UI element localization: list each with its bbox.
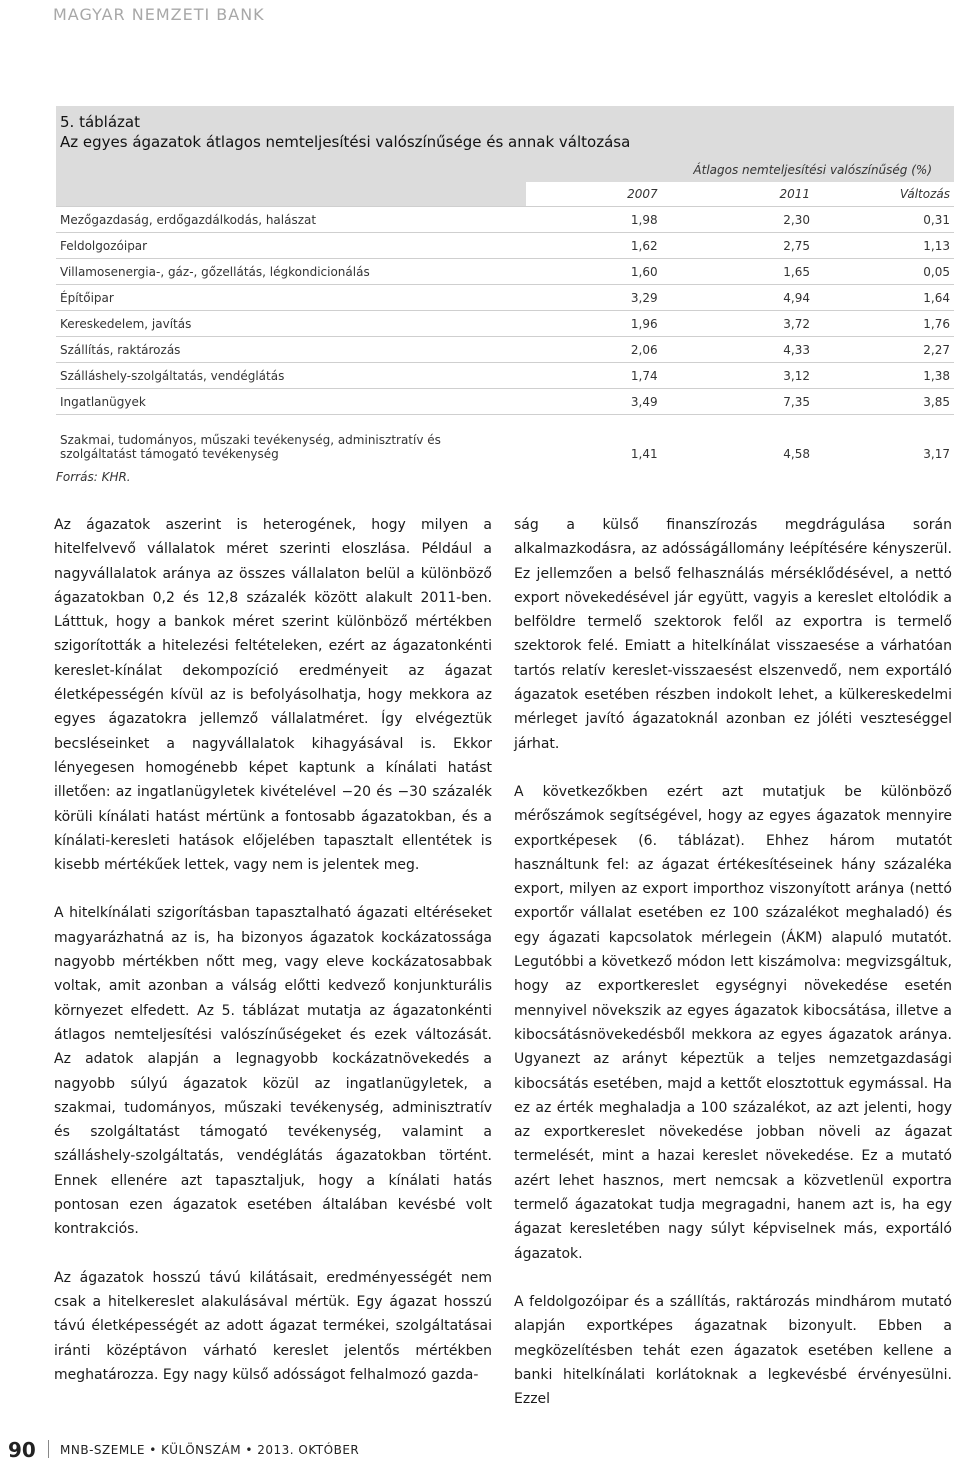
column-header-2011: 2011	[779, 187, 811, 201]
footer-divider	[48, 1440, 49, 1458]
paragraph: A feldolgozóipar és a szállítás, raktározás mindhárom mutató alapján exportképes ágazatnak bizonyult. Ebben a megközelítésben tehát ezen ágazatok esetében kellene a banki hitelkínálati korlátoknak a legkevésbé érvényesülni. Ezzel	[514, 1293, 952, 1408]
table-row	[56, 233, 954, 259]
value-2011: 4,58	[662, 415, 814, 466]
value-2007: 3,29	[526, 285, 661, 311]
sector-cell: Mezőgazdaság, erdőgazdálkodás, halászat	[56, 207, 526, 233]
value-2007: 1,62	[526, 233, 661, 259]
table-title: Az egyes ágazatok átlagos nemteljesítési valószínűsége és annak változása	[60, 133, 631, 151]
value-change: 1,76	[814, 311, 954, 337]
data-table	[56, 158, 954, 465]
sector-cell: Szállítás, raktározás	[56, 337, 526, 363]
group-header: Átlagos nemteljesítési valószínűség (%)	[526, 158, 954, 182]
value-change: 3,17	[814, 415, 954, 466]
value-2011: 4,33	[662, 337, 814, 363]
value-2007: 3,49	[526, 389, 661, 415]
sector-cell: Kereskedelem, javítás	[56, 311, 526, 337]
value-2007: 1,74	[526, 363, 661, 389]
value-change: 0,31	[814, 207, 954, 233]
sector-cell-line: szolgáltatást támogató tevékenység	[60, 447, 279, 461]
column-header-2007: 2007	[627, 187, 658, 201]
value-change: 2,27	[814, 337, 954, 363]
sector-cell: Ingatlanügyek	[56, 389, 526, 415]
running-header: MAGYAR NEMZETI BANK	[53, 5, 265, 24]
value-change: 1,38	[814, 363, 954, 389]
value-2011: 4,94	[662, 285, 814, 311]
value-change: 1,13	[814, 233, 954, 259]
table-source: Forrás: KHR.	[56, 470, 131, 484]
body-column-left	[54, 513, 492, 1411]
value-2011: 2,75	[662, 233, 814, 259]
sector-cell-line: Szakmai, tudományos, műszaki tevékenység, adminisztratív és	[60, 433, 441, 447]
value-2007: 1,98	[526, 207, 661, 233]
paragraph: A hitelkínálati szigorításban tapasztalható ágazati eltéréseket magyarázhatná az is, ha bizonyos ágazatok kockázatossága nagyobb mértékben nőtt meg, vagy eleve kockázatosabbak voltak, amit azonban a válság előtti kedvező konjunkturális környezet elfedett. Az 5. táblázat mutatja az ágazatonkénti átlagos nemteljesítési valószínűségeket és ezek változását. Az adatok alapján a legnagyobb kockázatnövekedés a nagyobb súlyú ágazatok közül az ingatlanügyletek, a szakmai, tudományos, műszaki tevékenység, adminisztratív és szolgáltatást támogató tevékenység, valamint a szálláshely-szolgáltatás, vendéglátás ágazatokban történt. Ennek ellenére azt tapasztaljuk, hogy a kínálati hatás pontosan ezen ágazatok esetében általában kevésbé volt kontrakciós.	[54, 905, 492, 1238]
table-row	[56, 337, 954, 363]
value-2007: 1,96	[526, 311, 661, 337]
paragraph: ság a külső finanszírozás megdrágulása során alkalmazkodásra, az adósságállomány leépítésére kényszerül. Ez jellemzően a belső felhasználás mérséklődésével, a nettó export növekedésével jár együtt, vagyis a kereslet eltolódik a belföldre termelő szektorok felől az exportra is termelő szektorok felé. Emiatt a hitelkínálat visszaesése a várhatóan tartós relatív kereslet-visszaesést elszenvedő, nem exportáló ágazatok esetében részben indokolt lehet, a külkereskedelmi mérleget javító ágazatoknál azonban ez jóléti veszteséggel járhat.	[514, 517, 952, 752]
table-row	[56, 259, 954, 285]
column-header-change: Változás	[899, 187, 950, 201]
table-row	[56, 207, 954, 233]
table-row	[56, 415, 954, 466]
page-footer	[8, 1438, 508, 1462]
body-column-right	[514, 513, 952, 1435]
value-2007: 2,06	[526, 337, 661, 363]
paragraph: Az ágazatok aszerint is heterogének, hogy milyen a hitelfelvevő vállalatok méret szerinti eloszlása. Például a nagyvállalatok aránya az összes vállalaton belül a különböző ágazatokban 0,2 és 12,8 százalék között alakult 2011-ben. Látttuk, hogy a bankok méret szerint különböző mértékben szigorították a hitelezési feltételeken, ezért az ágazatonkénti kereslet-kínálat dekompozíció eredményeit az ágazat életképességén kívül az is befolyásolhatja, hogy mekkora az egyes ágazatokra jellemző vállalatméret. Így elvégeztük becsléseinket a nagyvállalatok kihagyásával is. Ekkor lényegesen homogénebb képet kaptunk a kínálati hatást illetően: az ingatlanügyletek kivételével −20 és −30 százalék körüli kínálati hatást mértünk a fontosabb ágazatokban, és a kínálati-keresleti hatások előjelében tapasztalt ellentétek is kisebb mértékűek lettek, vagy nem is jelentek meg.	[54, 517, 492, 874]
sector-cell: Villamosenergia-, gáz-, gőzellátás, légkondicionálás	[56, 259, 526, 285]
value-2011: 2,30	[662, 207, 814, 233]
table-caption	[56, 106, 954, 158]
sector-cell: Építőipar	[56, 285, 526, 311]
table-row	[56, 285, 954, 311]
value-change: 3,85	[814, 389, 954, 415]
table-column-header-row	[56, 182, 954, 207]
table-row	[56, 389, 954, 415]
value-2011: 3,72	[662, 311, 814, 337]
publication-info: MNB-SZEMLE • KÜLÖNSZÁM • 2013. OKTÓBER	[60, 1443, 360, 1457]
sector-cell: Szálláshely-szolgáltatás, vendéglátás	[56, 363, 526, 389]
paragraph: Az ágazatok hosszú távú kilátásait, eredményességét nem csak a hitelkereslet alakulásával mértük. Egy ágazat hosszú távú életképességét az adott ágazat termékei, szolgáltatásai iránti középtávon várható kereslet jelentős mértékben meghatározza. Egy nagy külső adósságot felhalmozó gazda-	[54, 1269, 492, 1383]
value-change: 1,64	[814, 285, 954, 311]
value-2007: 1,60	[526, 259, 661, 285]
sector-cell: Feldolgozóipar	[56, 233, 526, 259]
value-2011: 7,35	[662, 389, 814, 415]
table-5	[56, 106, 954, 484]
sector-cell	[56, 415, 526, 466]
value-2011: 1,65	[662, 259, 814, 285]
value-change: 0,05	[814, 259, 954, 285]
paragraph: A következőkben ezért azt mutatjuk be különböző mérőszámok segítségével, hogy az egyes ágazatok mennyire exportképesek (6. táblázat). Ehhez három mutatót használtunk fel: az ágazat értékesítéseinek hány százaléka export, milyen az export importhoz viszonyított aránya (nettó exportőr vállalat esetében ez 100 százalékot meghaladó) és egy ágazati kapcsolatok mérlegein (ÁKM) alapuló mutatót. Legutóbbi a következő módon lett kiszámolva: megvizsgáltuk, hogy az exportkereslet egységnyi növekedése esetén mennyivel növekszik az egyes ágazatok kibocsátása, illetve a kibocsátásnövekedésből mekkora az egyes ágazatok aránya. Ugyanezt az arányt képeztük a teljes nemzetgazdasági kibocsátás esetében, majd a kettőt elosztottuk egymással. Ha ez az érték meghaladja a 100 százalékot, az azt jelenti, hogy az exportkereslet növekedése jobban növeli az ágazat termelését, mint a hazai kereslet növekedése. Ez a mutató azért lehet hasznos, mert nemcsak a közvetlenül exportra termelő ágazatokat tudja megragadni, hanem azt is, ha egy ágazat keresletében nagy súlyt képviselnek más, exportáló ágazatok.	[514, 783, 952, 1262]
table-group-header-row	[56, 158, 954, 182]
table-row	[56, 311, 954, 337]
page-number: 90	[8, 1438, 36, 1462]
value-2007: 1,41	[526, 415, 661, 466]
value-2011: 3,12	[662, 363, 814, 389]
table-row	[56, 363, 954, 389]
table-label: 5. táblázat	[60, 113, 140, 131]
